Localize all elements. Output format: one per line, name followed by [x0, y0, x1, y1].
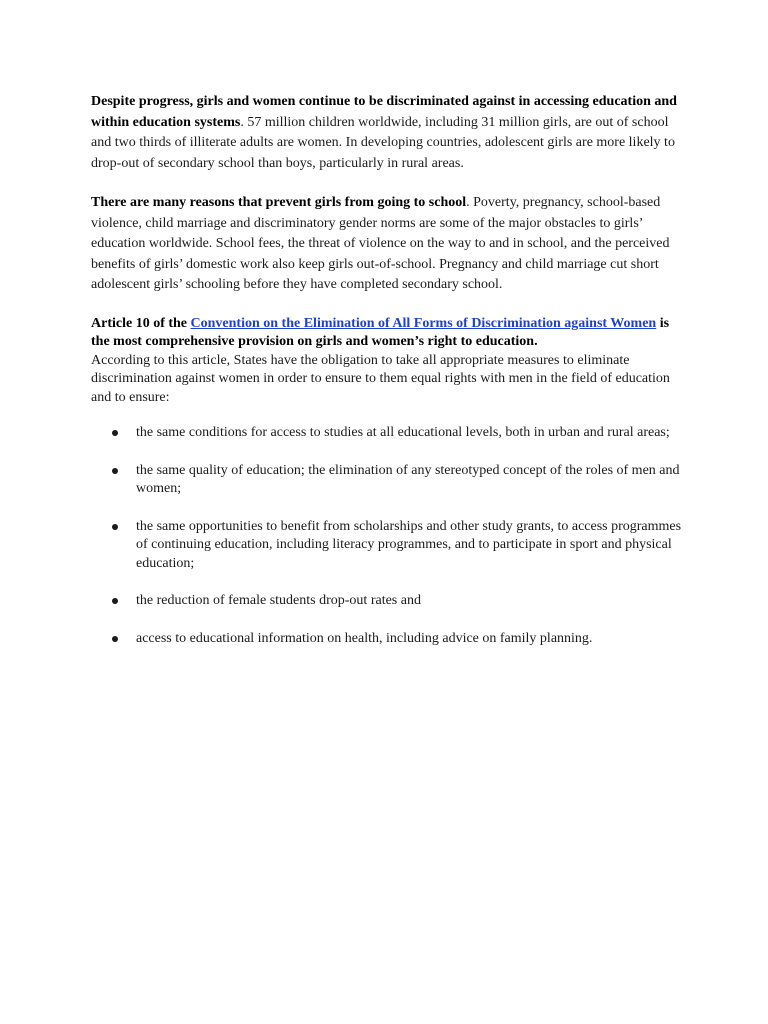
article-tail: is the most comprehensive provision on girls and women’s right to education. [91, 315, 670, 349]
rights-list [91, 424, 683, 648]
list-item-text: the reduction of female students drop-out rates and [136, 593, 421, 608]
list-item-text: access to educational information on health, including advice on family planning. [136, 630, 593, 646]
cedaw-link[interactable]: Convention on the Elimination of All Forms of Discrimination against Women [190, 315, 657, 331]
paragraph-article-10 [91, 315, 683, 408]
bullet-icon [112, 430, 118, 436]
bullet-icon [112, 598, 118, 604]
paragraph-heading: Despite progress, girls and women continue to be discriminated against in accessing education and within education systems [91, 94, 677, 130]
paragraph-reasons [91, 193, 683, 296]
list-item [91, 592, 683, 611]
paragraph-heading: There are many reasons that prevent girls from going to school [91, 195, 467, 210]
article-lead: Article 10 of the [91, 315, 191, 331]
paragraph-text: . 57 million children worldwide, including 31 million girls, are out of school and two thirds of illiterate adults are women. In developing countries, adolescent girls are more likely to drop-out of secondary school than boys, particularly in rural areas. [91, 114, 675, 171]
article-body: According to this article, States have the obligation to take all appropriate measures to eliminate discrimination against women in order to ensure to them equal rights with men in the field of education and to ensure: [91, 352, 670, 405]
bullet-icon [112, 636, 118, 642]
paragraph-discrimination [91, 92, 683, 174]
paragraph-text: . Poverty, pregnancy, school-based violence, child marriage and discriminatory gender norms are some of the major obstacles to girls’ education worldwide. School fees, the threat of violence on the way to and in school, and the perceived benefits of girls’ domestic work also keep girls out-of-school. Pregnancy and child marriage cut short adolescent girls’ schooling before they have completed secondary school. [91, 195, 670, 292]
list-item [91, 518, 683, 574]
list-item-text: the same quality of education; the elimination of any stereotyped concept of the roles of men and women; [136, 462, 680, 496]
list-item-text: the same opportunities to benefit from scholarships and other study grants, to access programmes of continuing education, including literacy programmes, and to participate in sport and physical education; [136, 518, 682, 571]
list-item [91, 424, 683, 443]
list-item [91, 462, 683, 499]
bullet-icon [112, 468, 118, 474]
bullet-icon [112, 524, 118, 530]
document-page [91, 92, 683, 667]
list-item-text: the same conditions for access to studies at all educational levels, both in urban and rural areas; [136, 425, 670, 440]
list-item [91, 630, 683, 649]
